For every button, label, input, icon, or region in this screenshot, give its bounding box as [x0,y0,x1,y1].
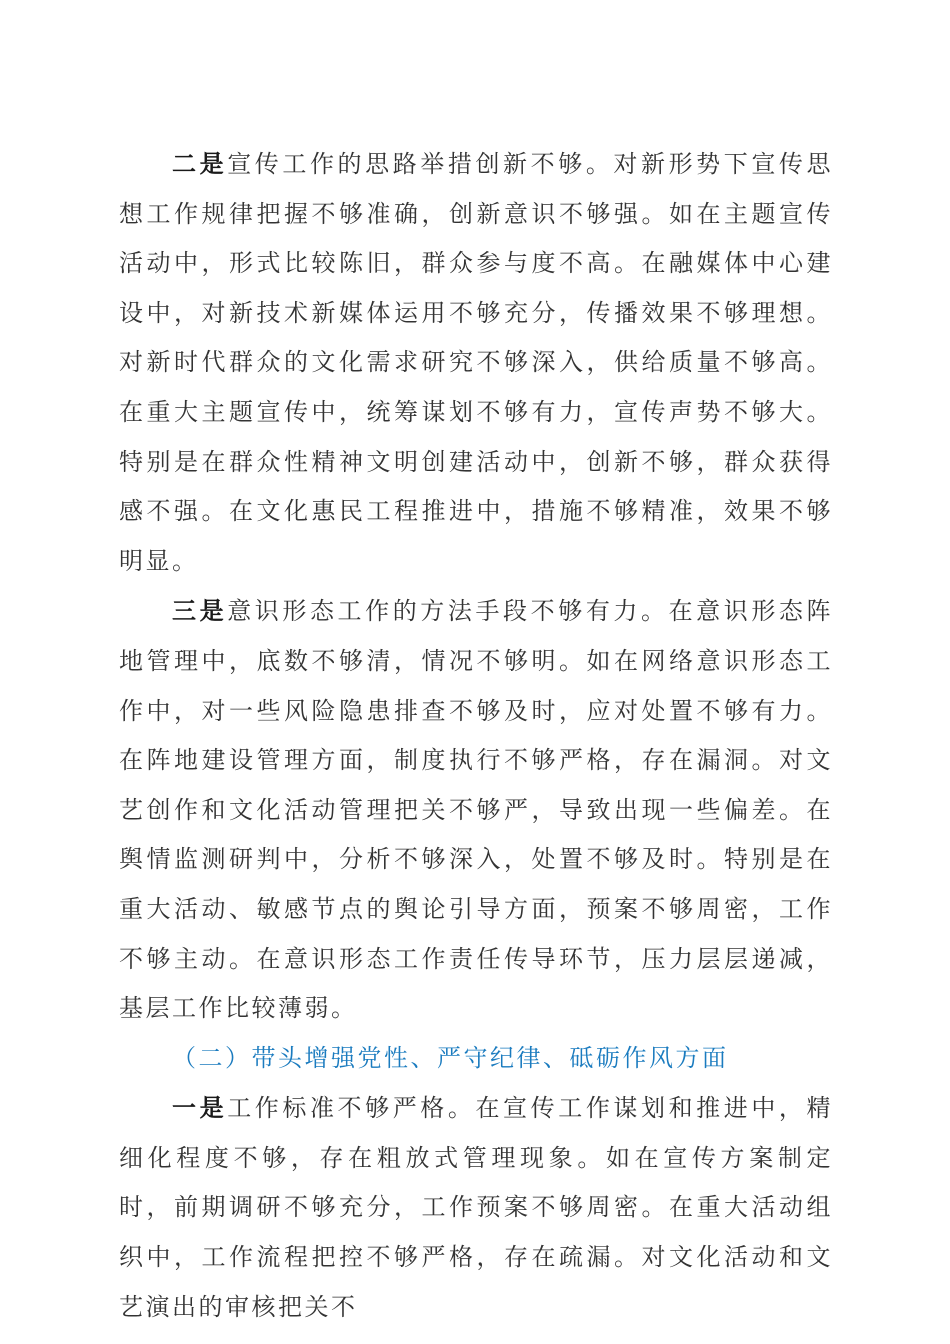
paragraph-work-standards [119,1083,833,1332]
section-heading: （二）带头增强党性、严守纪律、砥砺作风方面 [172,1043,729,1072]
paragraph-lead-label: 一是 [172,1093,228,1123]
document-body [119,139,833,1332]
paragraph-lead-label: 三是 [172,596,228,626]
paragraph-ideology-methods [119,586,833,1033]
paragraph-propaganda-innovation [119,139,833,586]
paragraph-lead-label: 二是 [172,149,228,178]
paragraph-text: 意识形态工作的方法手段不够有力。在意识形态阵地管理中，底数不够清，情况不够明。如在网络意识形态工作中，对一些风险隐患排查不够及时，应对处置不够有力。在阵地建设管理方面，制度执行不够严格，存在漏洞。对文艺创作和文化活动管理把关不够严，导致出现一些偏差。在舆情监测研判中，分析不够深入，处置不够及时。特别是在重大活动、敏感节点的舆论引导方面，预案不够周密，工作不够主动。在意识形态工作责任传导环节，压力层层递减，基层工作比较薄弱。 [119,597,834,1023]
paragraph-text: 宣传工作的思路举措创新不够。对新形势下宣传思想工作规律把握不够准确，创新意识不够强。如在主题宣传活动中，形式比较陈旧，群众参与度不高。在融媒体中心建设中，对新技术新媒体运用不够充分，传播效果不够理想。对新时代群众的文化需求研究不够深入，供给质量不够高。在重大主题宣传中，统筹谋划不够有力，宣传声势不够大。特别是在群众性精神文明创建活动中，创新不够，群众获得感不强。在文化惠民工程推进中，措施不够精准，效果不够明显。 [119,150,834,575]
paragraph-text: 工作标准不够严格。在宣传工作谋划和推进中，精细化程度不够，存在粗放式管理现象。如在宣传方案制定时，前期调研不够充分，工作预案不够周密。在重大活动组织中，工作流程把控不够严格，存在疏漏。对文化活动和文艺演出的审核把关不 [119,1094,834,1321]
